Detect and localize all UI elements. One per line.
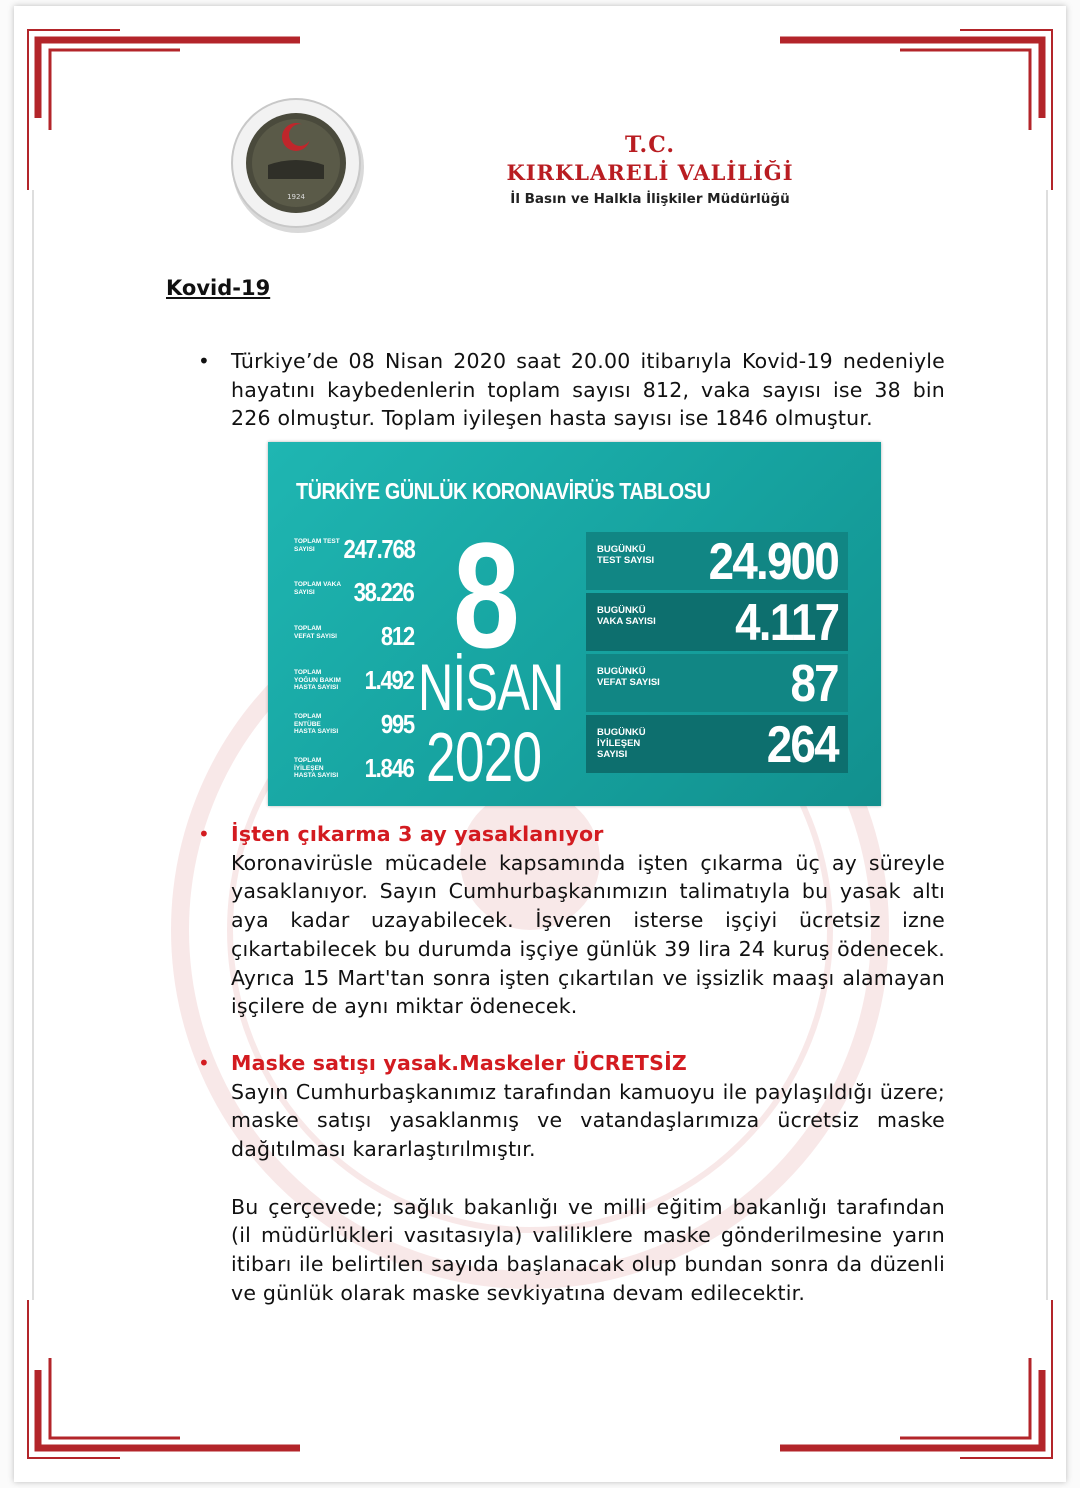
- total-intubated: [294, 709, 414, 749]
- bullet-body: Sayın Cumhurbaşkanımız tarafından kamuoyu ile paylaşıldığı üzere; maske satışı yasaklanmış ve vatandaşlarımıza ücretsiz maske dağıtılması kararlaştırılmıştır.: [231, 1079, 945, 1162]
- daily-label: BUGÜNKÜ İYİLEŞEN SAYISI: [597, 727, 646, 760]
- total-label: TOPLAM ENTÜBE HASTA SAYISI: [294, 713, 339, 735]
- bullet-title: İşten çıkarma 3 ay yasaklanıyor: [231, 822, 604, 846]
- total-value: 995: [380, 709, 414, 739]
- total-cases: [294, 577, 414, 617]
- org-department: İl Basın ve Halkla İlişkiler Müdürlüğü: [510, 191, 790, 207]
- total-intensive-care: [294, 665, 414, 705]
- coronavirus-table-infographic: [268, 442, 881, 806]
- total-test: [294, 534, 414, 574]
- daily-deaths: [586, 654, 848, 712]
- daily-label: BUGÜNKÜ TEST SAYISI: [597, 544, 655, 566]
- bullet-mask-free: [198, 1049, 945, 1307]
- date-year: 2020: [426, 718, 542, 796]
- bullet-title: Maske satışı yasak.Maskeler ÜCRETSİZ: [231, 1051, 687, 1075]
- daily-value: 4.117: [734, 594, 838, 652]
- total-value: 1.492: [365, 665, 414, 695]
- total-label: TOPLAM VAKA SAYISI: [294, 581, 341, 596]
- seal-year: 1924: [287, 193, 305, 201]
- infographic-title: TÜRKİYE GÜNLÜK KORONAVİRÜS TABLOSU: [296, 478, 711, 504]
- date-month: NİSAN: [418, 650, 564, 724]
- bullet-covid-stats: [198, 347, 945, 433]
- total-value: 38.226: [354, 577, 414, 607]
- organization-header: [470, 132, 830, 207]
- bullet-body: Koronavirüsle mücadele kapsamında işten çıkarma üç ay süreyle yasaklanıyor. Sayın Cumhurbaşkanımızın talimatıyla bu yasak altı aya kadar uzayabilecek. İşveren isterse işçiyi ücretsiz izne çıkartabilecek bu durumda işçiye günlük 39 lira 24 kuruş ödenecek. Ayrıca 15 Mart'tan sonra işten çıkartılan ve işsizlik maaşı alamayan işçilere de aynı miktar ödenecek.: [231, 850, 945, 1019]
- total-recovered: [294, 753, 414, 793]
- daily-cases: [586, 593, 848, 651]
- bullet-dot: •: [198, 822, 210, 846]
- daily-label: BUGÜNKÜ VEFAT SAYISI: [597, 666, 660, 688]
- total-label: TOPLAM YOĞUN BAKIM HASTA SAYISI: [294, 669, 341, 691]
- date-day: 8: [453, 511, 520, 679]
- daily-value: 87: [790, 655, 838, 713]
- daily-value: 264: [766, 716, 838, 774]
- total-deaths: [294, 621, 414, 661]
- total-label: TOPLAM VEFAT SAYISI: [294, 625, 337, 640]
- bullet-body: Türkiye’de 08 Nisan 2020 saat 20.00 itibarıyla Kovid-19 nedeniyle hayatını kaybedenlerin toplam sayısı 812, vaka sayısı ise 38 bin 226 olmuştur. Toplam iyileşen hasta sayısı ise 1846 olmuştur.: [231, 349, 945, 431]
- total-value: 1.846: [365, 753, 414, 783]
- section-heading: Kovid-19: [166, 276, 271, 300]
- org-republic: T.C.: [625, 132, 675, 158]
- daily-value: 24.900: [708, 533, 838, 591]
- total-value: 812: [380, 621, 414, 651]
- total-label: TOPLAM TEST SAYISI: [294, 538, 340, 553]
- daily-recovered: [586, 715, 848, 773]
- org-name: KIRKLARELİ VALİLİĞİ: [506, 160, 794, 185]
- governorship-seal: [228, 95, 368, 235]
- total-label: TOPLAM İYİLEŞEN HASTA SAYISI: [294, 757, 339, 779]
- bullet-dot: •: [198, 1051, 210, 1075]
- total-value: 247.768: [343, 534, 414, 564]
- daily-test: [586, 532, 848, 590]
- bullet-dismissal-ban: [198, 820, 945, 1021]
- daily-label: BUGÜNKÜ VAKA SAYISI: [597, 605, 656, 627]
- bullet-dot: •: [198, 349, 210, 373]
- bullet-body-continued: Bu çerçevede; sağlık bakanlığı ve milli eğitim bakanlığı tarafından (il müdürlükleri vasıtasıyla) valiliklere maske gönderilmesine yarın itibarı ile belirtilen sayıda başlanacak olup bundan sonra da düzenli ve günlük olarak maske sevkiyatına devam edilecektir.: [231, 1194, 945, 1305]
